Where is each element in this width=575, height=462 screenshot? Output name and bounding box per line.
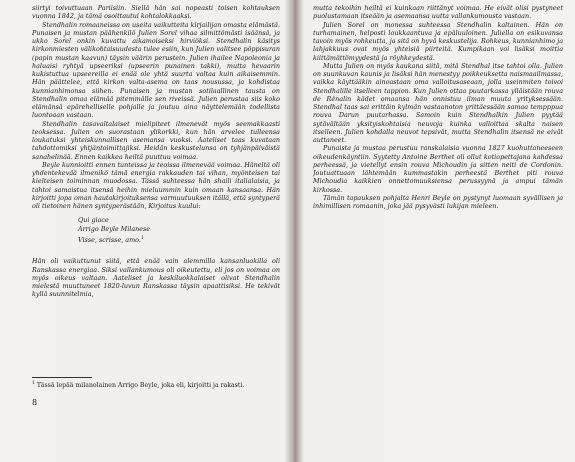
poem-line: Visse, scrisse, amo.$^1$	[78, 236, 144, 245]
left-page	[32, 4, 280, 444]
poem-line: Arrigo Beyle Milanese	[78, 225, 151, 234]
paragraph: Stendhalin tasavaltalaiset mielipiteet ilmenevät myös seemakkaasti teoksessa. Julien on suorastaan ylikorkki, kun hän arvelee tulleensa loukatuksi yhteiskunnallisen asemansa vuoksi. Aateliset taas kuvataan tahdottomiksi yhtjäntoimittajiksi. Heidän keskustelunsa on tyhjänpäiväistä sanahelinää. Ennen kaikkea heiltä puuttuu voimaa.	[32, 119, 280, 161]
poem-line: Qui giace	[78, 216, 109, 225]
book-gutter	[284, 0, 304, 462]
footnote-reference: 1	[140, 236, 144, 242]
paragraph: Hän oli vaikuttunut siitä, että enää vain alemmilla kansanluokilla oli Ranskassa energiaa. Siksi vallankumous oli oikeutettu, eli jos on voimaa on myös oikeus valtaan. Aateliset ja keskiluokkalaiset olivat Stendhalin mielestä muuttuneet 1820-luvun Ranskassa täysin apaattisiksi. He tekivät kyllä suunnitelmia,	[32, 257, 280, 299]
epitaph-poem	[78, 216, 280, 245]
paragraph: siirtyi toivuttuaan Pariisiin. Siellä hän sai nopeasti toisen kohtauksen vuonna 1842, ja tämä osoittautui kohtalokkaaksi.	[32, 4, 280, 21]
paragraph: mutta tekoihin heiltä ei kuinkaan riittänyt voimaa. He eivät olisi pystyneet puolustamaan itseään ja asemaansa uutta vallankumousta vastaan.	[313, 4, 563, 21]
paragraph: Mutta Julien on myös kaukana siitä, mitä Stendhal itse tahtoi olla. Julien on suunkuvan kaunis ja lisäksi hän menestyy poikkeuksetta naismaailmassa, vaikka käyttääkin ainoastaan oma valloitusaseaan, jolla useinmiten toivoi Stendhalille itselleen tappion. Kun Julien ottaa puutarkassa ylläistään rouva de Rênalin kädet omaansa hän onnistuu ilman muuta yrityksessään. Stendhal taas sai erittäin kylmän vastaanoton yrittäessään samaa tempppua rouva Darun puutarhassa. Samoin kuin Stendhalkin Julien pyytää sytävältään yksityiskohtaisia neuvoja kuinka valloittaa skalta naisen itselleen. Julien kohdalla neuvot tepsivät, mutta Stendhalin itsensä ne eivät auttaneet.	[313, 61, 563, 144]
footnote-divider	[32, 377, 92, 378]
paragraph: Beyle kunnioitti ennen tunteissa ja teoissa ilmenevää voimaa. Häneltä oli yhdentekevää ilmenikö tämä energia rakkauden tai vihan, myönteisen tai kielteisen toiminnan muodossa. Tässä suhteessa hän shaili italialaisia, ja tahtoi samaistua itsensä heihin mieluummin kuin omaan kansaansa. Hän kirjoitti jopa oman hautakirjoituksensa varmuutuuksen itällä, että syntyperä oli tietoinen hänen syntyperästään, Kirjoitus kuului:	[32, 160, 280, 210]
paragraph: Punaista ja mustaa perustuu ranskalaisia vuonna 1827 kuohuttaneeseen oikeudenkäyntiin. Syytetty Antoine Berthet oli ollut kotiopettajana kahdessa perheessä, ja vietellyt ensin rouva Michoudin ja sitten neiti de Cordonin. Joutuattuaan lähtemään kummastakin perheestä Berthet piti rouva Michoudia kaikkien onnettomuuksiensa perussyynä ja ampui tämän kirkossa.	[313, 144, 563, 194]
right-page	[313, 4, 563, 364]
footnote-marker: 1	[32, 381, 35, 386]
page-number: 8	[32, 398, 38, 407]
paragraph: Julien Sorel on monessa suhteessa Stendhalin kaltainen. Hän on turhamainen, helposti loukkaantuva ja epäluuloinen. Juliella on esikuvansa tavoin myös rohkeutta, ja sitä on hyvä keskustelija. Rohkeus, kunnianhimo ja lahjakkuus ovat myös yhteisiä piirteitä. Kumpikaan voi lisäksi moittia kiittämättömyydestä ja röyhkeydestä.	[313, 20, 563, 62]
footnote	[32, 380, 292, 390]
paragraph: Tämän tapauksen pohjalta Henri Beyle on pystynyt luomaan syvällisen ja inhimillisen romaanin, joka jää pysyvästi lukijan mieleen.	[313, 193, 563, 210]
footnote-text: Tässä lepää milanolainen Arrigo Beyle, joka eli, kirjoitti ja rakasti.	[36, 382, 245, 390]
paragraph: Stendhalin romaaneissa on useita vaikutteita kirjailijan omasta elämästä. Punaisen ja mustan päähenkilö Julien Sorel vihaa silmittömästi isäänsä, ja ukko Sorel onkin kuvattu aikamoiseksi hirviöksi. Stendhalin käsitys kirkonmiesten välikohtaisuudesta tulee esiin, kun Julien valitsee pöppisuran (papin mustan kaavun) täysin väärin perustein. Julien ihailee Napoleonia ja haluaisi ryhtyä upseeriksi (upseerin punainen takki), mutta hevaarin kukistuttua upseereilla ei enää ole yhtä suurta valtaa kuin aikaisemmin. Hän päättelee, että kirkon valta-asema on taas nousussa, ja kohdistaa kunnianhimonsa siihen. Punaisen ja mustan sotilaallinen tausta on Stendhalin omaa elämää pitemmälle sen riveissä. Julien perustaa siis koko elämänsä epärehelliselle pohjalle ja joutuu aina näyttelemään todellista luontoaan vastaan.	[32, 20, 280, 120]
